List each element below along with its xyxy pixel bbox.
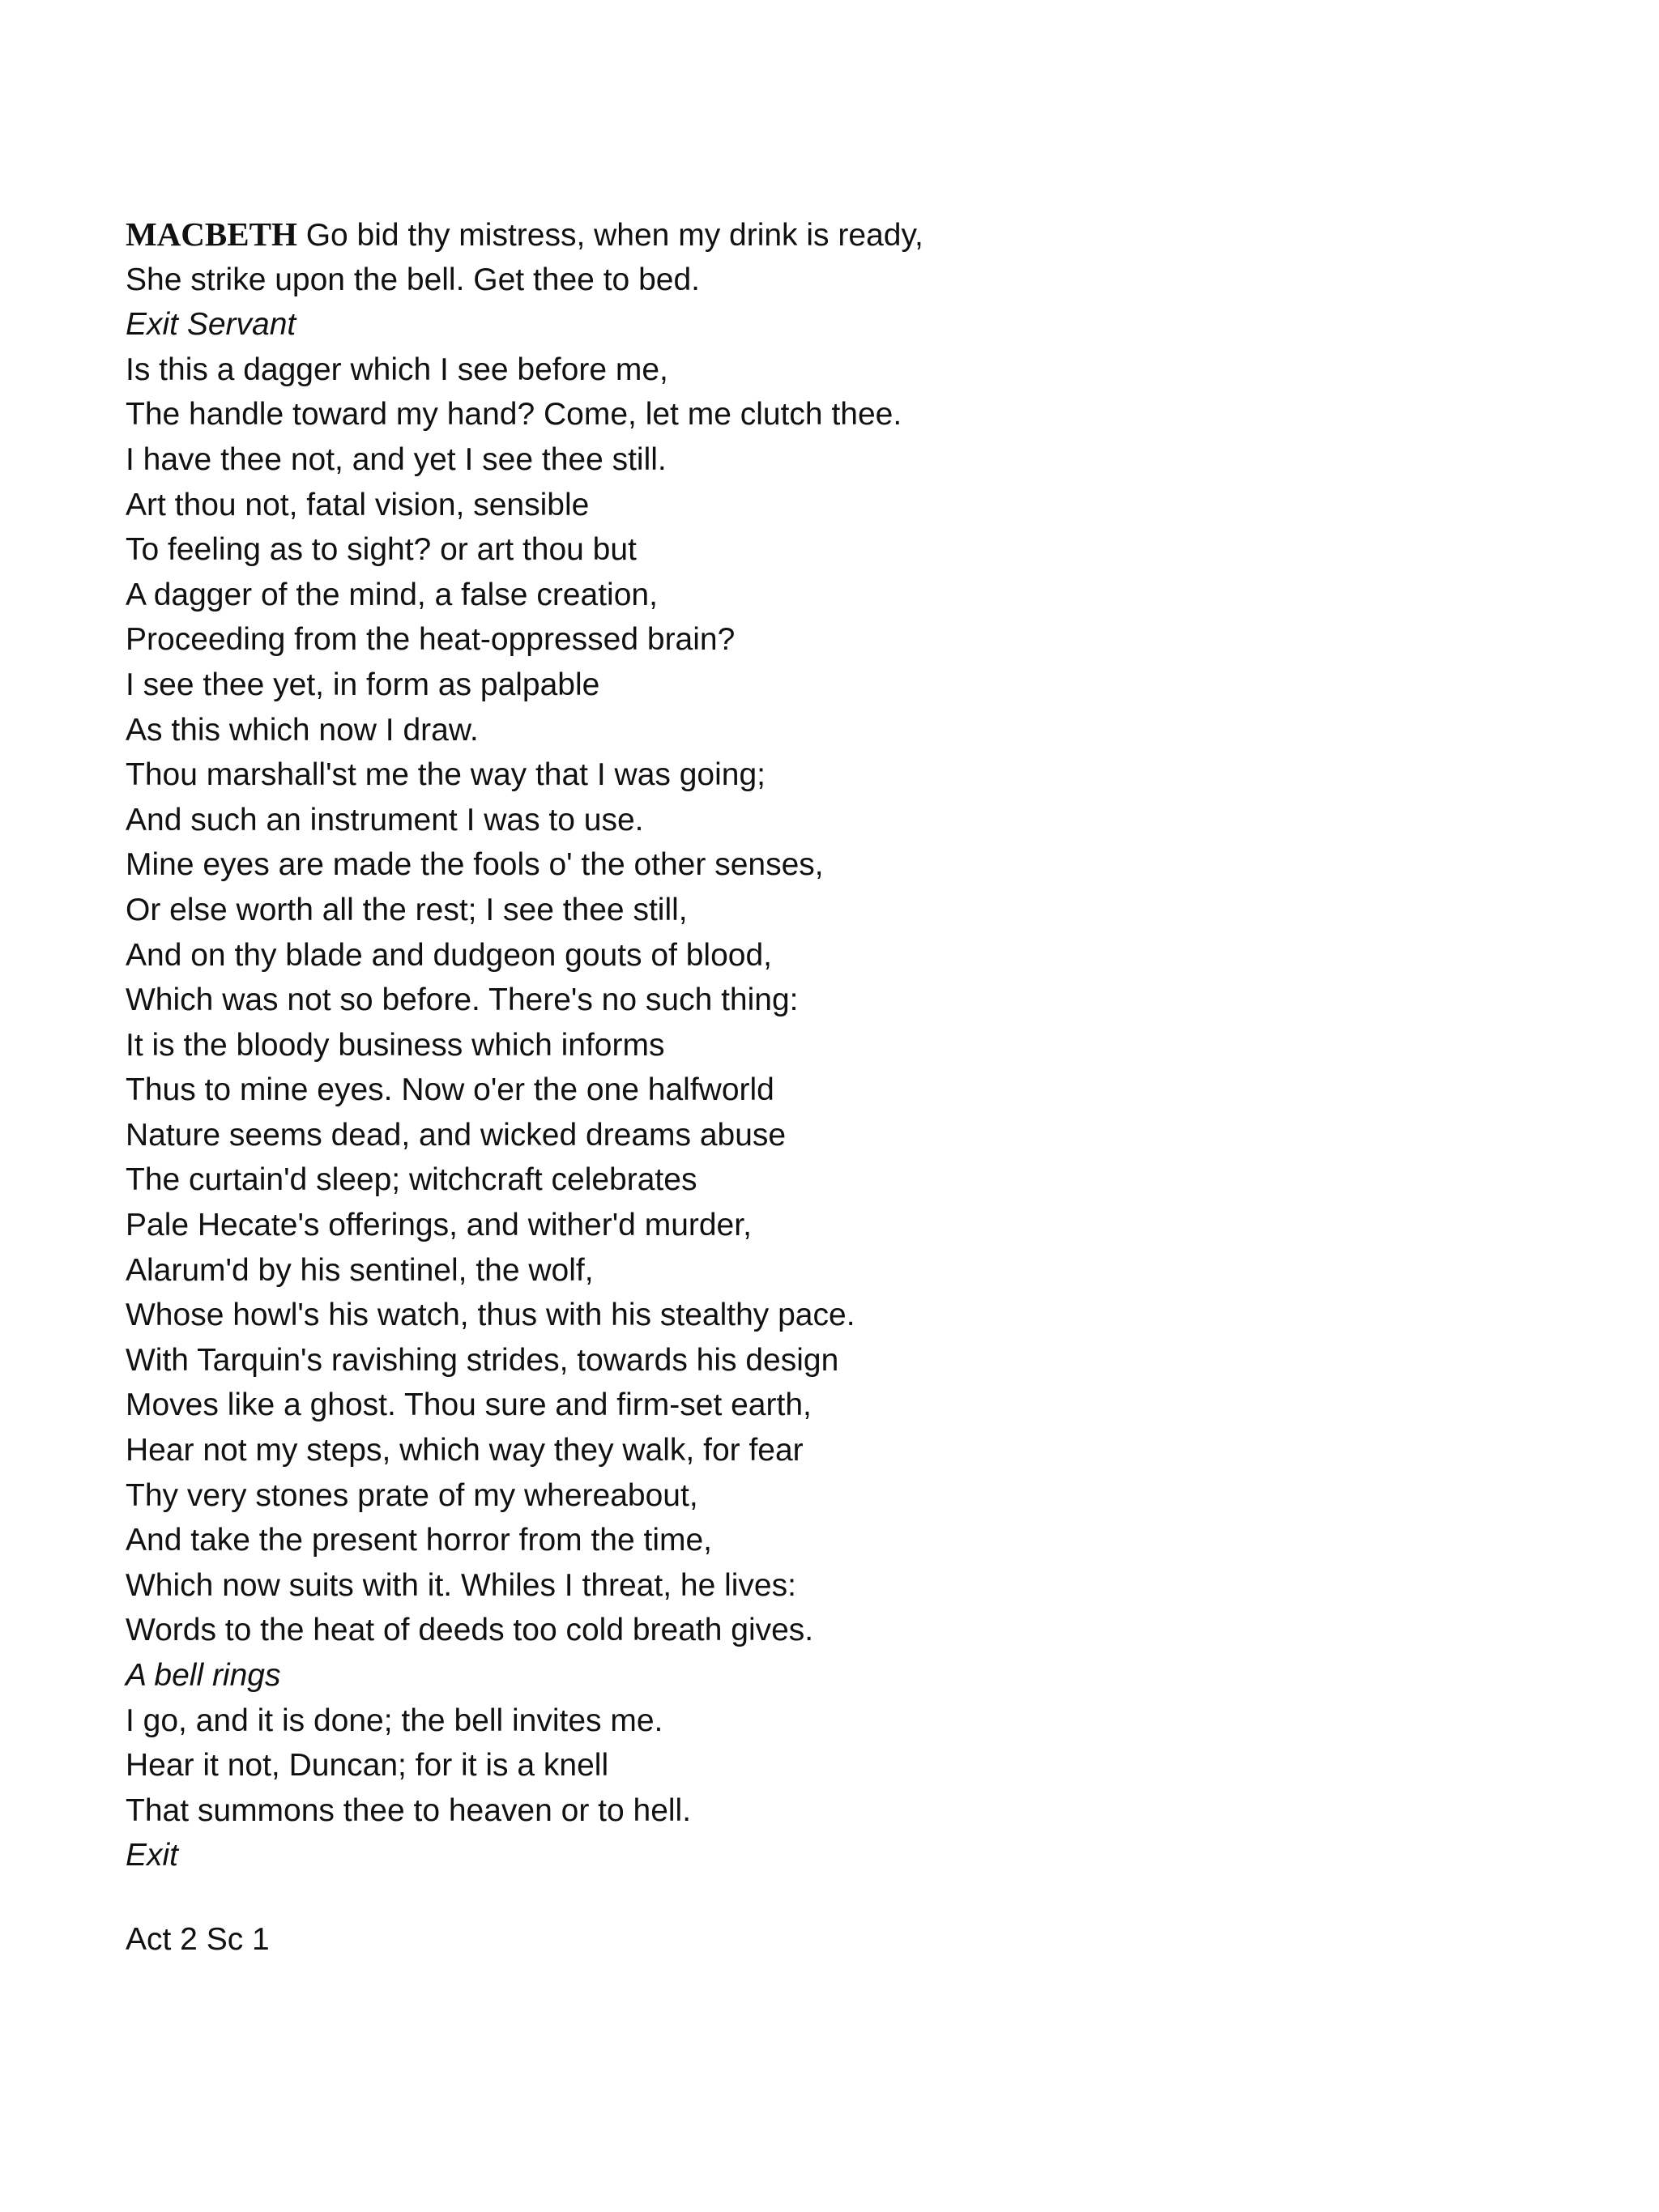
verse-line: Hear not my steps, which way they walk, for fear	[126, 1433, 804, 1468]
verse-line: Moves like a ghost. Thou sure and firm-set earth,	[126, 1387, 812, 1423]
verse-line: Alarum'd by his sentinel, the wolf,	[126, 1252, 594, 1288]
scene-reference: Act 2 Sc 1	[126, 1922, 270, 1957]
speaker-name: MACBETH	[126, 215, 297, 253]
verse-line: The curtain'd sleep; witchcraft celebrates	[126, 1162, 697, 1198]
verse-line: Thou marshall'st me the way that I was going;	[126, 757, 766, 793]
verse-line: Which now suits with it. Whiles I threat, he lives:	[126, 1567, 796, 1603]
verse-line: Pale Hecate's offerings, and wither'd murder,	[126, 1208, 752, 1243]
verse-line: Mine eyes are made the fools o' the other senses,	[126, 847, 824, 883]
verse-line: Hear it not, Duncan; for it is a knell	[126, 1748, 609, 1784]
verse-line: With Tarquin's ravishing strides, towards his design	[126, 1342, 839, 1378]
stage-direction: A bell rings	[126, 1658, 281, 1693]
verse-line: Which was not so before. There's no such thing:	[126, 982, 799, 1018]
verse-line: Is this a dagger which I see before me,	[126, 352, 668, 387]
verse-line: And such an instrument I was to use.	[126, 802, 644, 837]
verse-line: Proceeding from the heat-oppressed brain?	[126, 622, 736, 658]
verse-line: Words to the heat of deeds too cold breath gives.	[126, 1613, 814, 1648]
verse-line: As this which now I draw.	[126, 712, 479, 748]
verse-line: That summons thee to heaven or to hell.	[126, 1792, 692, 1828]
verse-line: Thus to mine eyes. Now o'er the one halfworld	[126, 1072, 774, 1108]
verse-line: She strike upon the bell. Get thee to bed.	[126, 262, 700, 297]
verse-line: And take the present horror from the time,	[126, 1523, 713, 1558]
verse-line: Thy very stones prate of my whereabout,	[126, 1477, 698, 1513]
verse-line: Art thou not, fatal vision, sensible	[126, 487, 590, 522]
soliloquy-text	[126, 212, 1584, 1878]
verse-line: It is the bloody business which informs	[126, 1027, 665, 1063]
verse-line: Whose howl's his watch, thus with his stealthy pace.	[126, 1298, 855, 1333]
opening-line-text: Go bid thy mistress, when my drink is ready,	[296, 218, 923, 253]
verse-line: I go, and it is done; the bell invites me.	[126, 1703, 663, 1738]
verse-line: A dagger of the mind, a false creation,	[126, 577, 658, 612]
verse-line: And on thy blade and dudgeon gouts of blood,	[126, 937, 772, 973]
stage-direction: Exit	[126, 1838, 179, 1873]
verse-line: The handle toward my hand? Come, let me clutch thee.	[126, 397, 902, 433]
verse-line: I see thee yet, in form as palpable	[126, 667, 600, 702]
verse-line: I have thee not, and yet I see thee still.	[126, 441, 667, 477]
verse-line: To feeling as to sight? or art thou but	[126, 532, 637, 568]
verse-line: Nature seems dead, and wicked dreams abuse	[126, 1117, 787, 1153]
verse-lines	[126, 258, 1584, 1878]
opening-line	[126, 212, 1584, 258]
verse-line: Or else worth all the rest; I see thee still,	[126, 892, 688, 927]
stage-direction: Exit Servant	[126, 307, 296, 343]
